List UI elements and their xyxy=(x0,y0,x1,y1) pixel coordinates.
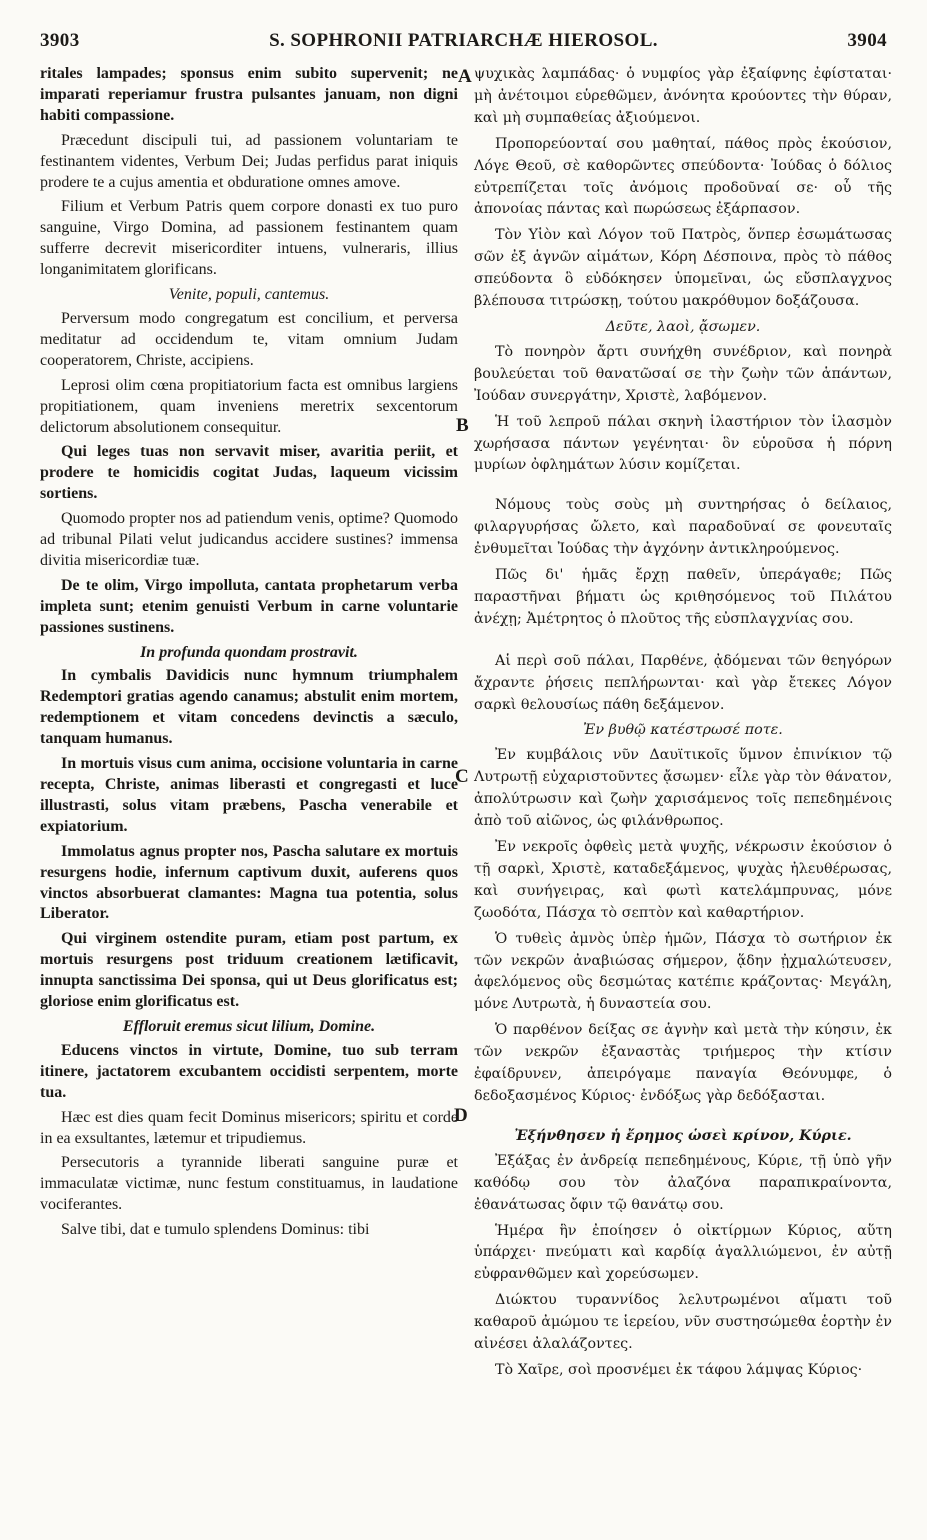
latin-paragraph: Salve tibi, dat e tumulo splendens Dominus: tibi xyxy=(61,1221,370,1239)
section-marker-d: D xyxy=(454,1105,468,1126)
latin-paragraph: Immolatus agnus propter nos, Pascha salutare ex mortuis resurgens hodie, infernum captivum duxit, auferens quos vinctos absorbuerat clamantes: Magna tua potentia, solus Liberator. xyxy=(40,842,458,923)
latin-paragraph: Educens vinctos in virtute, Domine, tuo sub terram itinere, jactatorem excubantem occidisti serpentem, morte tua. xyxy=(40,1041,458,1101)
latin-heading: Effloruit eremus sicut lilium, Domine. xyxy=(122,1017,376,1035)
latin-paragraph: Qui virginem ostendite puram, etiam post partum, ex mortuis resurgens post triduum creationem lætificavit, innupta sanctissima Dei sponsa, qui ut Deus glorificatus est; gloriose enim glorificatus est. xyxy=(40,930,458,1011)
greek-paragraph: Διώκτου τυραννίδος λελυτρωμένοι αἵματι τοῦ καθαροῦ ἀμώμου τε ἱερείου, νῦν συστησώμεθα ἑορτὴν ἐν αἰνέσει ἀλαλάζοντες. xyxy=(474,1292,892,1353)
greek-paragraph: Ὁ τυθεὶς ἀμνὸς ὑπὲρ ἡμῶν, Πάσχα τὸ σωτήριον ἐκ τῶν νεκρῶν ἀναβιώσας σήμερον, ᾅδην ᾐχμαλώτευσεν, ἀφελόμενος οὓς δεσμώτας κατέπιε κράζοντας· Μεγάλη, μόνε Λυτρωτὰ, ἡ δυναστεία σου. xyxy=(474,930,892,1013)
greek-heading: Ἐξήνθησεν ἡ ἔρημος ὡσεὶ κρίνον, Κύριε. xyxy=(514,1127,852,1144)
latin-paragraph: ritales lampades; sponsus enim subito supervenit; ne imparati reperiamur frustra pulsantes januam, non digni habiti compassione. xyxy=(40,65,458,124)
greek-paragraph: Τὸν Υἱὸν καὶ Λόγον τοῦ Πατρὸς, ὅνπερ ἐσωμάτωσας σῶν ἐξ ἁγνῶν αἱμάτων, Κόρη Δέσποινα, πρὸς τὸ πάθος σπεύδοντα ὃ εὐδόκησεν ὑπομεῖναι, ὡς εὔσπλαγχνος βλέπουσα τιτρώσκῃ, τούτου μακρόθυμον δοξάζουσα. xyxy=(474,227,892,310)
greek-paragraph: Ἐξάξας ἐν ἀνδρείᾳ πεπεδημένους, Κύριε, τῇ ὑπὸ γῆν καθόδῳ σου τὸν ἀλαζόνα παραπικραίνοντα, ἐθανάτωσας ὄφιν τῷ θανάτῳ σου. xyxy=(474,1152,892,1213)
running-title: S. SOPHRONII PATRIARCHÆ HIEROSOL. xyxy=(269,30,658,51)
latin-paragraph: Quomodo propter nos ad patiendum venis, optime? Quomodo ad tribunal Pilati velut judicandus accidere sustines? immensa divitia misericordiæ tuæ. xyxy=(40,510,458,569)
greek-paragraph: Νόμους τοὺς σοὺς μὴ συντηρήσας ὁ δείλαιος, φιλαργυρήσας ὤλετο, καὶ παραδοῦναί σε φονευταῖς ἐνθυμεῖται Ἰούδας τὴν ἀγχόνην ἀντικληρούμενος. xyxy=(474,497,892,558)
latin-paragraph: Leprosi olim cœna propitiatorium facta est omnibus largiens propitiationem, quam inveniens meretrix sexcentorum delictorum absolutionem consequitur. xyxy=(40,376,458,436)
latin-paragraph: De te olim, Virgo impolluta, cantata prophetarum verba impleta sunt; etenim genuisti Verbum in carne voluntarie passiones sustinens. xyxy=(40,576,458,636)
latin-paragraph: Perversum modo congregatum est concilium, et perversa meditatur ad occidendum te, vitam omnium Judam cooperatorem, Christe, accipiens. xyxy=(40,309,458,369)
latin-paragraph: Hæc est dies quam fecit Dominus misericors; spiritu et corde in ea exsultantes, lætemur et tripudiemus. xyxy=(40,1108,458,1147)
greek-paragraph: Ἐν νεκροῖς ὀφθεὶς μετὰ ψυχῆς, νέκρωσιν ἑκούσιον ὁ τῇ σαρκὶ, Χριστὲ, καταδεξάμενος, ψυχὰς ἠλευθέρωσας, καὶ συνήγειρας, καὶ φωτὶ κατελάμπρυνας, μόνε ζωοδότα, Πάσχα τὸ σεπτὸν καὶ καθαρτήριον. xyxy=(474,839,892,921)
greek-paragraph: Ὁ παρθένον δείξας σε ἁγνὴν καὶ μετὰ τὴν κύησιν, ἐκ τῶν νεκρῶν ἐξαναστὰς τριήμερος τὴν κτίσιν ἐφαίδρυνεν, ἀπειρόγαμε παναγία Θεόνυμφε, ὁ δεδοξασμένος Κύριος· ἐνδόξως γὰρ δεδόξασται. xyxy=(474,1022,892,1104)
greek-paragraph: Τὸ Χαῖρε, σοὶ προσνέμει ἐκ τάφου λάμψας Κύριος· xyxy=(495,1361,863,1378)
greek-paragraph: Ἡ τοῦ λεπροῦ πάλαι σκηνὴ ἱλαστήριον τὸν ἱλασμὸν χωρήσασα πάντων γεγένηται· ὃν εὑροῦσα ἡ πόρνη μυρίων ὀφλημάτων λύσιν κομίζεται. xyxy=(474,413,892,474)
greek-paragraph: Ἐν κυμβάλοις νῦν Δαυϊτικοῖς ὕμνον ἐπινίκιον τῷ Λυτρωτῇ εὐχαριστοῦντες ᾄσωμεν· εἷλε γὰρ τὸν θάνατον, ἀπολύτρωσιν καὶ ζωὴν χαρισάμενος τοῖς πεπεδημένοις ἀπὸ τοῦ αἰῶνος, ὡς φιλάνθρωπος. xyxy=(474,747,892,830)
greek-paragraph: Προπορεύονταί σου μαθηταί, πάθος πρὸς ἑκούσιον, Λόγε Θεοῦ, σὲ καθορῶντες σπεύδοντα· Ἰούδας ὁ δόλιος εὐτρεπίζεται τοῖς ἀνόμοις προδοῦναί σε· οὗ τῆς ἀπονοίας πάντας καὶ πωρώσεως ἐξάρπασον. xyxy=(474,135,892,218)
greek-paragraph: Τὸ πονηρὸν ἄρτι συνήχθη συνέδριον, καὶ πονηρὰ βουλεύεται τοῦ θανατῶσαί σε τὴν ζωὴν τῶν ἁπάντων, Ἰούδαν συνεργάτην, Χριστὲ, λαβόμενον. xyxy=(474,343,892,404)
latin-heading: Venite, populi, cantemus. xyxy=(168,286,330,304)
page-number-left: 3903 xyxy=(40,30,80,51)
greek-column xyxy=(474,64,892,1386)
greek-heading: Ἐν βυθῷ κατέστρωσέ ποτε. xyxy=(583,722,783,739)
greek-paragraph: ψυχικὰς λαμπάδας· ὁ νυμφίος γὰρ ἐξαίφνης ἐφίσταται· μὴ ἀνέτοιμοι εὑρεθῶμεν, ἀνόνητα κρούοντες τὴν θύραν, καὶ μὴ συμπαθείας ἀξιούμενοι. xyxy=(474,66,892,126)
latin-paragraph: Filium et Verbum Patris quem corpore donasti ex tuo puro sanguine, Virgo Domina, ad passionem festinantem quam sufferre decrevit misericorditer intuens, vulneraris, illius longanimitatem glorificans. xyxy=(40,198,458,279)
latin-paragraph: In cymbalis Davidicis nunc hymnum triumphalem Redemptori gratias agendo canamus; abstulit enim mortem, redemptionem et vitam concedens devinctis a sæculo, tanquam humanus. xyxy=(40,667,458,748)
section-marker-b: B xyxy=(456,415,469,436)
section-marker-a: A xyxy=(458,66,472,87)
latin-column xyxy=(40,64,458,1245)
running-header xyxy=(40,30,887,60)
latin-paragraph: Qui leges tuas non servavit miser, avaritia periit, et prodere te homicidis cogitat Judas, laqueum vicissim sortiens. xyxy=(40,443,458,503)
greek-paragraph: Πῶς δι' ἡμᾶς ἔρχῃ παθεῖν, ὑπεράγαθε; Πῶς παραστῆναι βήματι ὡς κριθησόμενος τοῦ Πιλάτου ἀνέχῃ; Ἀμέτρητος ὁ πλοῦτος τῆς εὐσπλαγχνίας σου. xyxy=(474,567,892,627)
latin-paragraph: In mortuis visus cum anima, occisione voluntaria in carne recepta, Christe, animas liberasti et congregasti et luce illustrasti, solus vitam præbens, Pascha venerabile et expiatorium. xyxy=(40,755,458,835)
section-marker-c: C xyxy=(455,766,469,787)
greek-paragraph: Αἱ περὶ σοῦ πάλαι, Παρθένε, ᾀδόμεναι τῶν θεηγόρων ἄχραντε ῥήσεις πεπλήρωνται· καὶ γὰρ ἔτεκες Λόγον σαρκὶ θελουσίως πάθη δεξάμενον. xyxy=(474,652,892,713)
latin-heading: In profunda quondam prostravit. xyxy=(140,643,358,661)
greek-heading: Δεῦτε, λαοὶ, ᾄσωμεν. xyxy=(605,318,761,335)
page-number-right: 3904 xyxy=(847,30,887,51)
latin-paragraph: Persecutoris a tyrannide liberati sanguine puræ et immaculatæ victimæ, nunc festum constituamus, in laudatione vociferantes. xyxy=(40,1154,458,1214)
greek-paragraph: Ἡμέρα ἣν ἐποίησεν ὁ οἰκτίρμων Κύριος, αὕτη ὑπάρχει· πνεύματι καὶ καρδίᾳ ἀγαλλιώμενοι, ἐν αὐτῇ εὐφρανθῶμεν καὶ χορεύσωμεν. xyxy=(474,1222,892,1283)
latin-paragraph: Præcedunt discipuli tui, ad passionem voluntariam te festinantem videntes, Verbum Dei; Judas perfidus parat iniquis prodere te a cujus amentia et obduratione omnes amove. xyxy=(40,131,458,191)
